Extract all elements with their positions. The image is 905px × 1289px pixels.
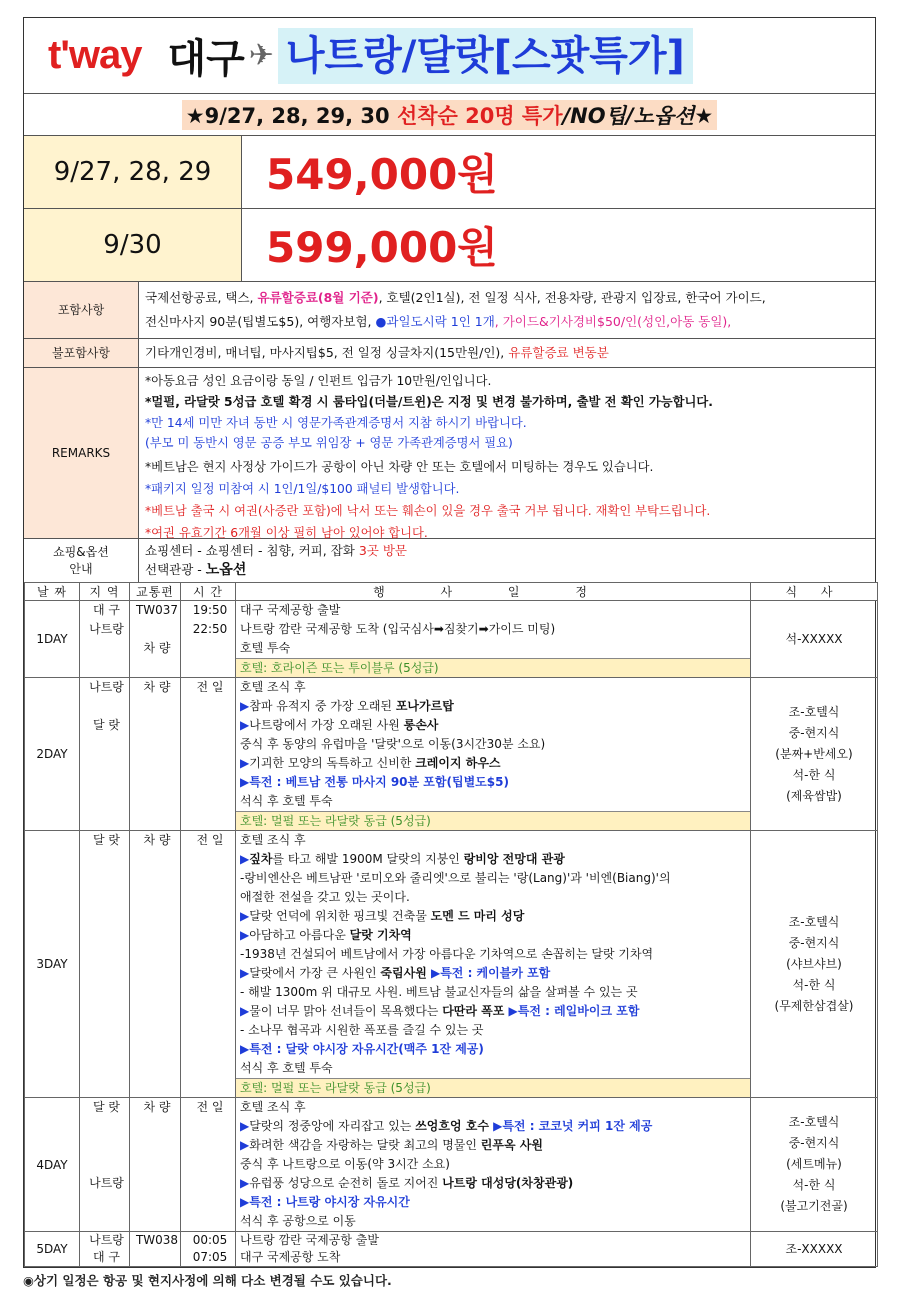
price-value: 549,000원 <box>266 150 498 199</box>
day-label: 3DAY <box>25 831 80 1098</box>
footer-note: ◉상기 일정은 항공 및 현지사정에 의해 다소 변경될 수도 있습니다. <box>23 1273 392 1288</box>
day-meal: 조-호텔식 중-현지식 (샤브샤브) 석-한 식 (무제한삼겹살) <box>751 831 878 1098</box>
excluded-row <box>24 339 875 368</box>
remarks-label: REMARKS <box>24 368 139 538</box>
brochure-frame <box>23 17 876 1268</box>
day-label: 2DAY <box>25 678 80 831</box>
excluded-content: 기타개인경비, 매너팁, 마사지팁$5, 전 일정 싱글차지(15만원/인), 유류할증료 변동분 <box>145 345 609 360</box>
header-itinerary: 행 사 일 정 <box>236 583 751 601</box>
header-date: 날 짜 <box>25 583 80 601</box>
included-row <box>24 282 875 339</box>
schedule-day1 <box>25 601 878 678</box>
day-itinerary: 나트랑 깜란 국제공항 출발 대구 국제공항 도착 <box>236 1232 751 1267</box>
day-transport: 차 량 <box>130 831 181 1098</box>
day-transport: 차 량 <box>130 678 181 831</box>
included-content: 국제선항공료, 택스, 유류할증료(8월 기준), 호텔(2인1실), 전 일정 식사, 전용차량, 관광지 입장료, 한국어 가이드, 전신마사지 90분(팁별도$5), 여행자보험, ●과일도시락 1인 1개, 가이드&기사경비$50/인(성인,아동 동일), <box>145 290 766 329</box>
day-time: 00:05 07:05 <box>181 1232 236 1267</box>
day-itinerary: 대구 국제공항 출발 나트랑 깜란 국제공항 도착 (입국심사➡짐찾기➡가이드 미팅) 호텔 투숙 호텔: 호라이즌 또는 투이블루 (5성급) <box>236 601 751 678</box>
included-label: 포함사항 <box>24 282 139 338</box>
promo-suffix: /NO팁/노옵션★ <box>562 103 714 128</box>
promo-subtitle <box>24 94 875 136</box>
day-time: 19:50 22:50 <box>181 601 236 678</box>
day-meal: 조-호텔식 중-현지식 (분짜+반세오) 석-한 식 (제육쌈밥) <box>751 678 878 831</box>
schedule-day2 <box>25 678 878 831</box>
remarks-row <box>24 368 875 539</box>
schedule-day5 <box>25 1232 878 1267</box>
price-row <box>24 136 875 209</box>
day-meal: 조-XXXXX <box>751 1232 878 1267</box>
day-region: 대 구 나트랑 <box>80 601 130 678</box>
day-transport: TW037 차 량 <box>130 601 181 678</box>
shopping-label: 쇼핑&옵션 안내 <box>24 539 139 582</box>
day-label: 1DAY <box>25 601 80 678</box>
day-meal: 석-XXXXX <box>751 601 878 678</box>
header-time: 시 간 <box>181 583 236 601</box>
price-dates: 9/30 <box>24 209 242 281</box>
brochure <box>23 17 876 1289</box>
header-meal: 식 사 <box>751 583 878 601</box>
day-region: 나트랑 달 랏 <box>80 678 130 831</box>
schedule-header <box>25 583 878 601</box>
hotel-line: 호텔: 멀펄 또는 라달랏 동급 (5성급) <box>236 1078 750 1097</box>
price-value: 599,000원 <box>266 223 498 272</box>
plane-icon: ✈ <box>248 38 274 73</box>
title-bar <box>24 18 875 94</box>
excluded-label: 불포함사항 <box>24 339 139 367</box>
day-time: 전 일 <box>181 678 236 831</box>
day-transport: TW038 <box>130 1232 181 1267</box>
promo-highlight: 선착순 20명 특가 <box>396 103 563 128</box>
remarks-content: *아동요금 성인 요금이랑 동일 / 인펀트 입금가 10만원/인입니다. *멀펄, 라달랏 5성급 호텔 확경 시 룸타입(더블/트윈)은 지정 및 변경 불가하며, 출발 전 확인 가능합니다. *만 14세 미만 자녀 동반 시 영문가족관계증명서 지참 하시기 바랍니다. (부모 미 동반시 영문 공증 부모 위임장 + 영문 가족관계증명서 필요) *베트남은 현지 사정상 가이드가 공항이 아닌 차량 안 또는 호텔에서 미팅하는 경우도 있습니다. *패키지 일정 미참여 시 1인/1일/$100 패널티 발생합니다. *베트남 출국 시 여권(사증란 포함)에 낙서 또는 훼손이 있을 경우 출국 거부 됩니다. 재확인 부탁드립니다. *여권 유효기간 6개월 이상 필히 남아 있어야 합니다. <box>145 374 713 540</box>
tway-logo: t'way <box>48 33 142 77</box>
destination-title: 나트랑/달랏[스팟특가] <box>278 28 693 84</box>
day-transport: 차 량 <box>130 1098 181 1232</box>
schedule-table <box>24 582 878 1267</box>
day-meal: 조-호텔식 중-현지식 (세트메뉴) 석-한 식 (불고기전골) <box>751 1098 878 1232</box>
day-time: 전 일 <box>181 1098 236 1232</box>
day-region: 나트랑 대 구 <box>80 1232 130 1267</box>
hotel-line: 호텔: 호라이즌 또는 투이블루 (5성급) <box>236 658 750 677</box>
departure-city: 대구 <box>167 36 245 82</box>
price-row <box>24 209 875 282</box>
day-label: 4DAY <box>25 1098 80 1232</box>
shopping-row <box>24 539 875 582</box>
hotel-line: 호텔: 멀펄 또는 라달랏 동급 (5성급) <box>236 811 750 830</box>
day-itinerary: 호텔 조식 후 ▶짚차를 타고 해발 1900M 달랏의 지붕인 랑비앙 전망대 관광 -랑비엔산은 베트남판 '로미오와 줄리엣'으로 불리는 '랑(Lang)'과 '비엔(Biang)'의 애절한 전설을 갖고 있는 곳이다. ▶달랏 언덕에 위치한 핑크빛 건축물 도멘 드 마리 성당 ▶아담하고 아름다운 달랏 기차역 -1938년 건설되어 베트남에서 가장 아름다운 기차역으로 손꼽히는 달랏 기차역 ▶달랏에서 가장 큰 사원인 죽림사원 ▶특전 : 케이블카 포함 - 해발 1300m 위 대규모 사원. 베트남 불교신자들의 삶을 살펴볼 수 있는 곳 ▶물이 너무 맑아 선녀들이 목욕했다는 다딴라 폭포 ▶특전 : 레일바이크 포함 - 소나무 협곡과 시원한 폭포를 즐길 수 있는 곳 ▶특전 : 달랏 야시장 자유시간(맥주 1잔 제공) 석식 후 호텔 투숙 호텔: 멀펄 또는 라달랏 동급 (5성급) <box>236 831 751 1098</box>
shopping-content: 쇼핑센터 - 쇼핑센터 - 침향, 커피, 잡화 3곳 방문 선택관광 - 노옵션 <box>145 543 407 578</box>
schedule-day3 <box>25 831 878 1098</box>
day-itinerary: 호텔 조식 후 ▶참파 유적지 중 가장 오래된 포나가르탑 ▶나트랑에서 가장 오래된 사원 롱손사 중식 후 동양의 유럽마을 '달랏'으로 이동(3시간30분 소요) ▶기괴한 모양의 독특하고 신비한 크레이지 하우스 ▶특전 : 베트남 전통 마사지 90분 포함(팁별도$5) 석식 후 호텔 투숙 호텔: 멀펄 또는 라달랏 동급 (5성급) <box>236 678 751 831</box>
day-itinerary: 호텔 조식 후 ▶달랏의 정중앙에 자리잡고 있는 쓰엉흐엉 호수 ▶특전 : 코코넛 커피 1잔 제공 ▶화려한 색감을 자랑하는 달랏 최고의 명물인 린푸옥 사원 중식 후 나트랑으로 이동(약 3시간 소요) ▶유럽풍 성당으로 순전히 돌로 지어진 나트랑 대성당(차창관광) ▶특전 : 나트랑 야시장 자유시간 석식 후 공항으로 이동 <box>236 1098 751 1232</box>
header-transport: 교통편 <box>130 583 181 601</box>
schedule-day4 <box>25 1098 878 1232</box>
header-region: 지 역 <box>80 583 130 601</box>
day-time: 전 일 <box>181 831 236 1098</box>
price-dates: 9/27, 28, 29 <box>24 136 242 208</box>
day-region: 달 랏 나트랑 <box>80 1098 130 1232</box>
day-region: 달 랏 <box>80 831 130 1098</box>
promo-dates: ★9/27, 28, 29, 30 <box>185 103 397 128</box>
day-label: 5DAY <box>25 1232 80 1267</box>
